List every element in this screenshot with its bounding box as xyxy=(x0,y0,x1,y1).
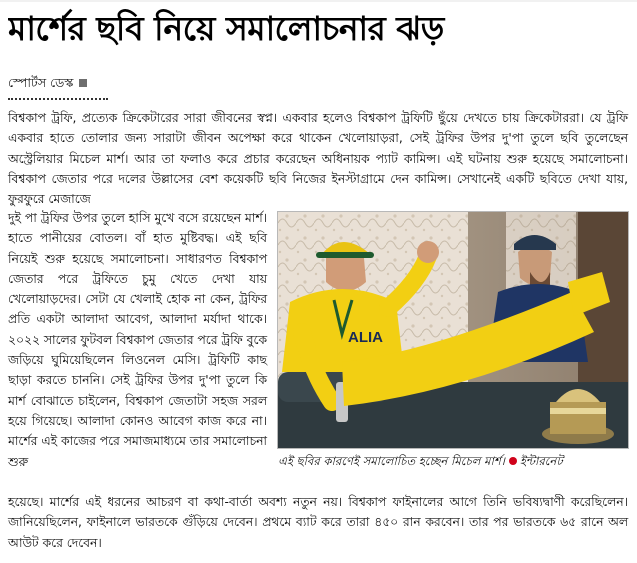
photo-caption xyxy=(278,453,630,469)
byline-square-icon xyxy=(79,79,87,87)
photo-credit: ইন্টারনেট xyxy=(519,454,563,468)
article-closing-paragraph: হয়েছে। মার্শের এই ধরনের আচরণ বা কথা-বার্তা অবশ্য নতুন নয়। বিশ্বকাপ ফাইনালের আগে তিনি ভবিষ্যদ্বাণী করেছিলেন। জানিয়েছিলেন, ফাইনালে ভারতকে গুঁড়িয়ে দেবেন। প্রথমে ব্যাট করে তারা ৪৫০ রান করবেন। তার পর ভারতকে ৬৫ রানে অল আউট করে দেবেন। xyxy=(8,495,628,550)
byline-dotted-rule xyxy=(8,98,108,100)
photo-illustration xyxy=(278,212,628,448)
article-lead-paragraph: বিশ্বকাপ ট্রফি, প্রত্যেক ক্রিকেটারের সারা জীবনের স্বপ্ন। একবার হলেও বিশ্বকাপ ট্রফিটি ছুঁয়ে দেখতে চায় ক্রিকেটাররা। যে ট্রফি একবার হাতে তোলার জন্য সারাটা জীবন অপেক্ষা করে থাকেন খেলোয়াড়রা, সেই ট্রফির উপর দু'পা তুলে ছবি তুলেছেন অস্ট্রেলিয়ার মিচেল মার্শ। আর তা ফলাও করে প্রচার করেছেন অধিনায়ক প্যাট কামিন্স। এই ঘটনায় শুরু হয়েছে সমালোচনা। বিশ্বকাপ জেতার পরে দলের উল্লাসের বেশ কয়েকটি ছবি নিজের ইনস্টাগ্রামে দেন কামিন্স। সেখানেই একটি ছবিতে দেখা যায়, ফুরফুরে মেজাজে xyxy=(8,111,628,207)
article-left-column: দুই পা ট্রফির উপর তুলে হাসি মুখে বসে রয়েছেন মার্শ। হাতে পানীয়ের বোতল। বাঁ হাত মুষ্টিবদ্ধ। এই ছবি নিয়েই শুরু হয়েছে সমালোচনা। সাধারণত বিশ্বকাপ জেতার পরে ট্রফিতে চুমু খেতে দেখা যায় খেলোয়াড়দের। সেটা যে খেলাই হোক না কেন, ট্রফির প্রতি একটা আলাদা আবেগ, আলাদা মর্যাদা থাকে। ২০২২ সালের ফুটবল বিশ্বকাপ জেতার পরে ট্রফি বুকে জড়িয়ে ঘুমিয়েছিলেন লিওনেল মেসি। ট্রফিটি কাছ ছাড়া করতে চাননি। সেই ট্রফির উপর দু'পা তুলে কি মার্শ বোঝাতে চাইলেন, বিশ্বকাপ জেতাটা সহজ সরল হয়ে গিয়েছে। আলাদা কোনও আবেগ কাজ করে না। মার্শের এই কাজের পরে সমাজমাধ্যমে তার সমালোচনা শুরু xyxy=(8,211,267,469)
caption-dot-icon xyxy=(509,457,517,465)
jersey-text: ALIA xyxy=(348,329,383,346)
caption-text: এই ছবির কারণেই সমালোচিত হচ্ছেন মিচেল মার্শ। xyxy=(278,454,505,468)
byline-text: স্পোর্টস ডেস্ক xyxy=(8,75,74,90)
byline xyxy=(8,74,87,92)
article-headline: মার্শের ছবি নিয়ে সমালোচনার ঝড় xyxy=(8,9,444,48)
top-margin xyxy=(0,0,637,2)
clenched-fist xyxy=(417,241,439,263)
article-photo xyxy=(277,211,629,449)
